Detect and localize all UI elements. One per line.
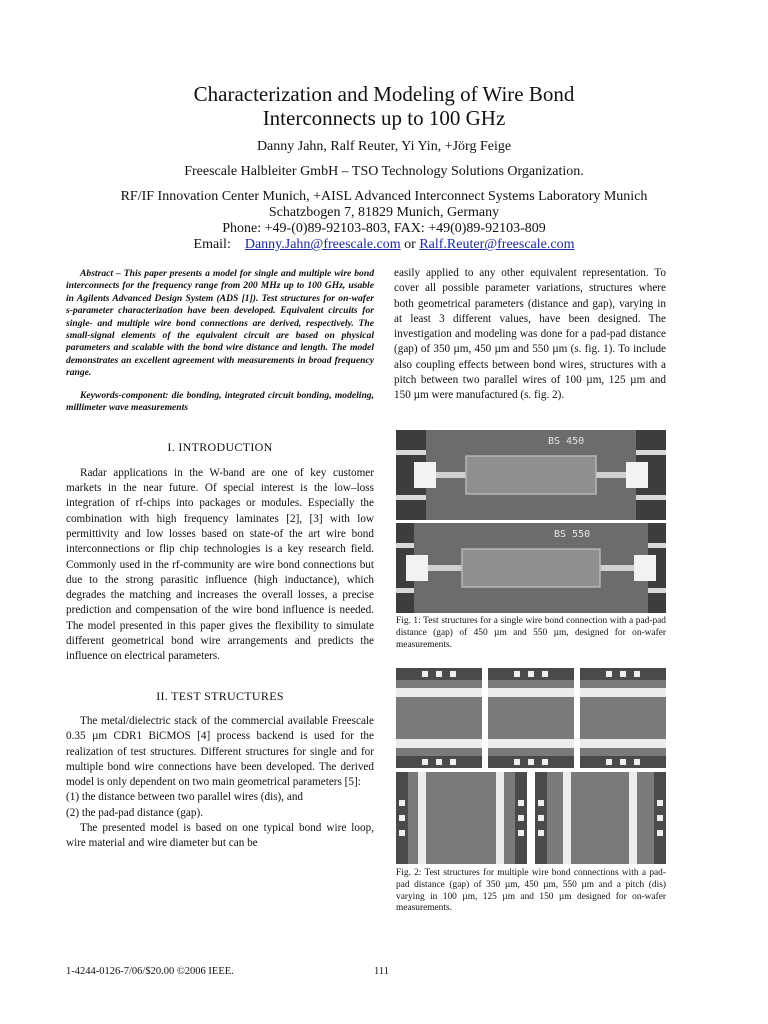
copyright-footer: 1-4244-0126-7/06/$20.00 ©2006 IEEE. (66, 966, 234, 977)
page-number: 111 (374, 966, 389, 977)
test-structures-item-2: (2) the pad-pad distance (gap). (66, 806, 203, 819)
email-label: Email: (193, 237, 231, 252)
authors: Danny Jahn, Ralf Reuter, Yi Yin, +Jörg Feige (256, 139, 512, 154)
figure-1-label-550: BS 550 (554, 529, 591, 540)
email-or: or (404, 237, 416, 252)
title-line-2: Interconnects up to 100 GHz (262, 106, 506, 130)
figure-1-micrograph-gap-450 (396, 430, 666, 520)
left-column (66, 268, 374, 852)
phone-fax: Phone: +49-(0)89-92103-803, FAX: +49(0)89-92103-809 (222, 221, 546, 236)
multi-wire-bond-image (396, 772, 666, 864)
figure-2-micrograph-top-row (396, 668, 666, 768)
abstract: Abstract – This paper presents a model for single and multiple wire bond interconnects for the frequency range from 200 MHz up to 100 GHz, usable in Agilents Advanced Design System (ADS [1]). Test structures for on-wafer s-parameter characterization have been developed. Equivalent circuits for single- and multiple wire bond connections are derived, respectively. The small-signal elements of the equivalent circuit are based on physical parameters and scalable with the bond wire distance and length. The model demonstrates an excellent agreement with measurements in broad frequency range. (66, 268, 374, 379)
affiliation-1: Freescale Halbleiter GmbH – TSO Technology Solutions Organization. (184, 164, 584, 179)
right-column-text (394, 266, 666, 404)
figure-1-label-450: BS 450 (548, 436, 585, 447)
email-link-jahn[interactable]: Danny.Jahn@freescale.com (244, 237, 401, 252)
affiliation-2: RF/IF Innovation Center Munich, +AISL Advanced Interconnect Systems Laboratory Munich (120, 189, 648, 204)
introduction-text: Radar applications in the W-band are one of key customer markets in the near future. Of special interest is the low–loss integration of rf-chips into packages or modules. Especially the combination with high frequency laminates [2], [3] with low permittivity and low losses based on state-of the art wire bond interconnections or flip chip technologies is a key research field. Commonly used in the rf-community are wire bond connections but due to the strong parasitic influence (high inductance), which degrades the matching and increases the overall losses, a precise prediction and compensation of the wire bond influence is needed. The model presented in this paper gives the flexibility to simulate different geometrical bond wire arrangements and predicts the influence on electrical parameters. (66, 466, 374, 663)
figure-2-micrograph-bottom-row (396, 772, 666, 864)
test-structures-paragraph-1: The metal/dielectric stack of the commercial available Freescale 0.35 µm CDR1 BiCMOS [4] process backend is used for the realization of test structures. Different structures for single and for multiple bond wire connections have been developed. The derived model is only dependent on two main geometrical parameters [5]: (66, 714, 374, 789)
figure-1-micrograph-gap-550 (396, 523, 666, 613)
section-test-structures-heading: II. TEST STRUCTURES (156, 688, 284, 703)
right-column-paragraph: easily applied to any other equivalent representation. To cover all possible parameter variations, structures where both geometrical parameters (distance and gap), varying in at least 3 different values, have been designed. The investigation and modeling was done for a pad-pad distance (gap) of 350 µm, 450 µm and 550 µm (s. fig. 1). To include also coupling effects between bond wires, structures with a pitch between two parallel wires of 100 µm, 125 µm and 150 µm were manufactured (s. fig. 2). (394, 267, 666, 402)
wire-bond-structure-image (396, 523, 666, 613)
email-link-reuter[interactable]: Ralf.Reuter@freescale.com (419, 237, 575, 252)
paper-title (0, 82, 768, 130)
figure-2-caption: Fig. 2: Test structures for multiple wire bond connections with a pad-pad distance (gap) of 350 µm, 450 µm, 550 µm and a pitch (dis) varying in 100 µm, 125 µm and 150 µm designed for on-wafer measurements. (396, 868, 666, 914)
title-line-1: Characterization and Modeling of Wire Bond (193, 82, 575, 106)
test-structures-item-1: (1) the distance between two parallel wires (dis), and (66, 791, 304, 804)
test-structures-paragraph-2: The presented model is based on one typical bond wire loop, wire material and wire diameter but can be (66, 822, 374, 850)
email-line (0, 236, 768, 253)
multi-wire-bond-image (396, 668, 666, 768)
figure-1-caption: Fig. 1: Test structures for a single wire bond connection with a pad-pad distance (gap) of 450 µm and 550 µm, designed for on-wafer measurements. (396, 616, 666, 650)
address: Schatzbogen 7, 81829 Munich, Germany (268, 205, 500, 220)
keywords: Keywords-component: die bonding, integrated circuit bonding, modeling, millimeter wave measurements (66, 389, 374, 414)
section-introduction-heading: I. INTRODUCTION (167, 440, 273, 455)
wire-bond-structure-image (396, 430, 666, 520)
